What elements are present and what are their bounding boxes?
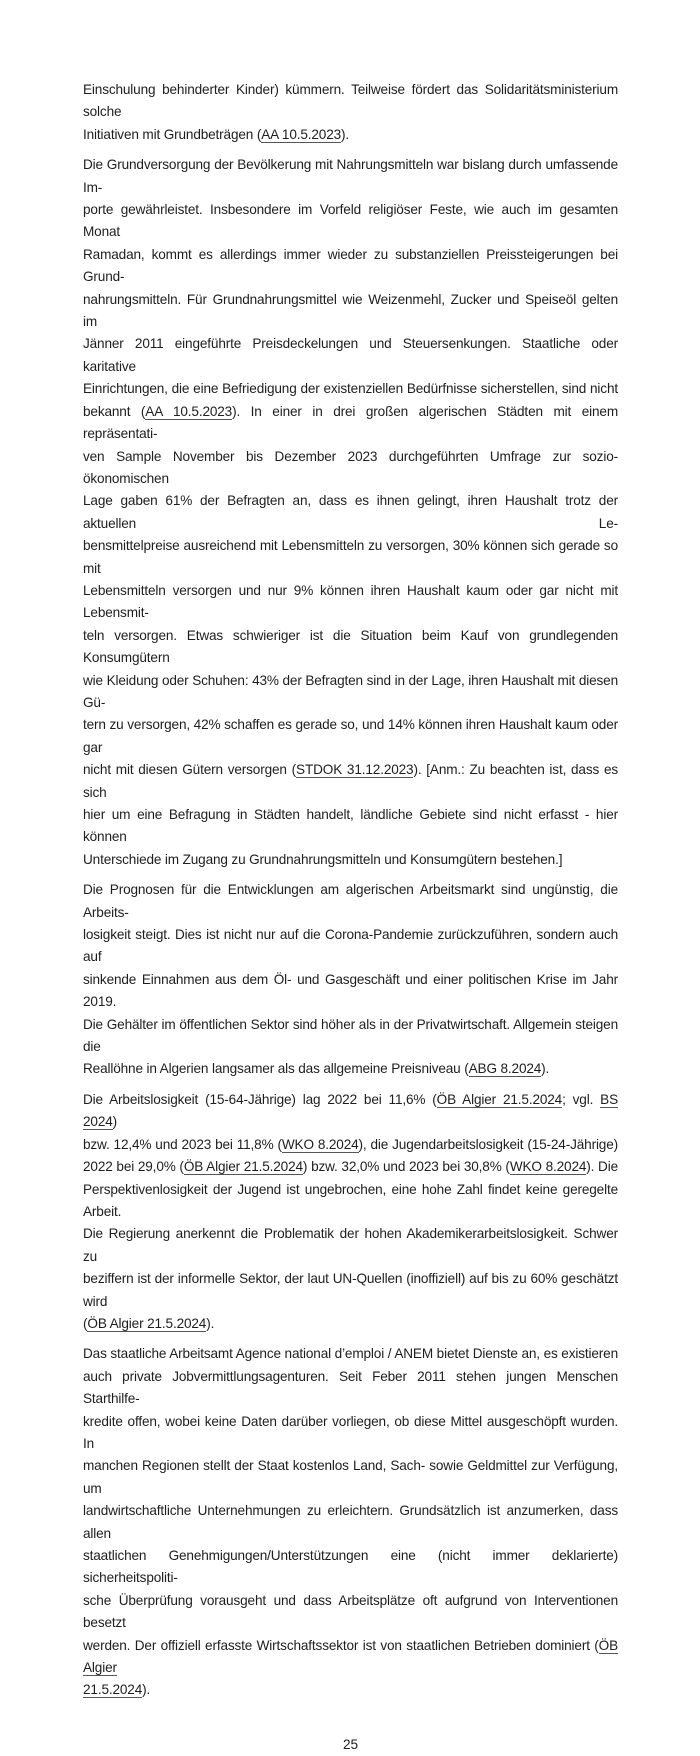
text-segment: Das staatliche Arbeitsamt Agence national d’emploi / ANEM bietet Dienste an, es existieren bbox=[83, 1346, 618, 1362]
text-line bbox=[83, 670, 618, 715]
source-reference-link[interactable]: ÖB Algier 21.5.2024 bbox=[183, 1159, 303, 1175]
text-line bbox=[83, 1366, 618, 1411]
text-segment: teln versorgen. Etwas schwieriger ist die Situation beim Kauf von grundlegenden Konsumgütern bbox=[83, 627, 618, 666]
text-line bbox=[83, 1223, 618, 1268]
text-segment: Jänner 2011 eingeführte Preisdeckelungen und Steuersenkungen. Staatliche oder karitative bbox=[83, 336, 618, 374]
text-line bbox=[83, 1455, 618, 1500]
text-segment: ), die Jugendarbeitslosigkeit (15-24-Jährige) bbox=[358, 1136, 619, 1152]
text-segment: ( bbox=[83, 1315, 88, 1331]
text-segment: kredite offen, wobei keine Daten darüber vorliegen, ob diese Mittel ausgeschöpft wurden. In bbox=[83, 1413, 618, 1451]
text-segment: nahrungsmitteln. Für Grundnahrungsmittel wie Weizenmehl, Zucker und Speiseöl gelten im bbox=[83, 291, 618, 330]
text-segment: Die Prognosen für die Entwicklungen am algerischen Arbeitsmarkt sind ungünstig, die Arbeits- bbox=[83, 882, 618, 920]
source-reference-link[interactable]: 21.5.2024 bbox=[83, 1682, 143, 1698]
text-segment: Die Arbeitslosigkeit (15-64-Jährige) lag 2022 bei 11,6% ( bbox=[83, 1091, 437, 1107]
text-segment: nicht mit diesen Gütern versorgen ( bbox=[83, 762, 297, 778]
text-segment: Einrichtungen, die eine Befriedigung der existenziellen Bedürfnisse sicherstellen, sind nicht bbox=[83, 381, 618, 397]
text-line bbox=[83, 1268, 618, 1313]
text-line bbox=[83, 535, 618, 580]
text-line bbox=[83, 759, 618, 804]
source-reference-link[interactable]: WKO 8.2024 bbox=[281, 1136, 359, 1152]
text-segment: bzw. 12,4% und 2023 bei 11,8% ( bbox=[83, 1136, 282, 1152]
text-segment: ). bbox=[541, 1061, 550, 1077]
text-segment: Die Gehälter im öffentlichen Sektor sind höher als in der Privatwirtschaft. Allgemein steigen die bbox=[83, 1016, 618, 1055]
text-segment: Ramadan, kommt es allerdings immer wieder zu substanziellen Preissteigerungen bei Grund- bbox=[83, 246, 618, 285]
text-line bbox=[83, 849, 618, 871]
text-line bbox=[83, 1014, 618, 1059]
text-line bbox=[83, 1679, 618, 1701]
text-segment: ). [Anm.: Zu beachten ist, dass es sich bbox=[83, 762, 619, 800]
text-segment: Einschulung behinderter Kinder) kümmern. Teilweise fördert das Solidaritätsministerium solche bbox=[83, 82, 618, 120]
text-line bbox=[83, 1058, 618, 1080]
paragraph bbox=[83, 154, 618, 871]
text-line bbox=[83, 924, 618, 969]
text-line bbox=[83, 333, 618, 378]
paragraph bbox=[83, 1089, 618, 1335]
text-line bbox=[83, 1411, 618, 1456]
source-reference-link[interactable]: AA 10.5.2023 bbox=[145, 403, 233, 419]
text-segment: porte gewährleistet. Insbesondere im Vorfeld religiöser Feste, wie auch im gesamten Monat bbox=[83, 202, 618, 240]
text-segment: Reallöhne in Algerien langsamer als das allgemeine Preisniveau ( bbox=[83, 1061, 469, 1077]
source-reference-link[interactable]: WKO 8.2024 bbox=[509, 1159, 587, 1175]
text-line bbox=[83, 1134, 618, 1156]
text-line bbox=[83, 1343, 618, 1365]
source-reference-link[interactable]: ÖB Algier bbox=[83, 1637, 618, 1676]
document-body bbox=[83, 79, 618, 1702]
text-segment: Initiativen mit Grundbeträgen ( bbox=[83, 126, 262, 142]
source-reference-link[interactable]: ABG 8.2024 bbox=[468, 1061, 542, 1077]
text-segment: tern zu versorgen, 42% schaffen es gerade so, und 14% können ihren Haushalt kaum oder gar bbox=[83, 717, 618, 755]
text-segment: bensmittelpreise ausreichend mit Lebensmitteln zu versorgen, 30% können sich gerade so mit bbox=[83, 538, 618, 576]
text-segment: sinkende Einnahmen aus dem Öl- und Gasgeschäft und einer politischen Krise im Jahr 2019. bbox=[83, 971, 618, 1010]
source-reference-link[interactable]: ÖB Algier 21.5.2024 bbox=[87, 1315, 207, 1331]
text-segment: Perspektivenlosigkeit der Jugend ist ungebrochen, eine hohe Zahl findet keine geregelte Arbeit. bbox=[83, 1181, 618, 1219]
text-line bbox=[83, 625, 618, 670]
text-line bbox=[83, 1156, 618, 1178]
text-segment: Unterschiede im Zugang zu Grundnahrungsmitteln und Konsumgütern bestehen.] bbox=[83, 851, 563, 867]
text-line bbox=[83, 1089, 618, 1134]
text-segment: ) bzw. 32,0% und 2023 bei 30,8% ( bbox=[302, 1159, 510, 1175]
source-reference-link[interactable]: AA 10.5.2023 bbox=[261, 126, 342, 142]
text-segment: ) bbox=[112, 1114, 118, 1130]
source-reference-link[interactable]: STDOK 31.12.2023 bbox=[296, 762, 414, 778]
text-line bbox=[83, 446, 618, 491]
text-segment: ). bbox=[341, 126, 350, 142]
text-line bbox=[83, 1635, 618, 1680]
text-segment: ; vgl. bbox=[562, 1091, 601, 1107]
text-segment: Die Regierung anerkennt die Problematik der hohen Akademikerarbeitslosigkeit. Schwer zu bbox=[83, 1226, 618, 1264]
text-line bbox=[83, 154, 618, 199]
text-segment: hier um eine Befragung in Städten handelt, ländliche Gebiete sind nicht erfasst - hier können bbox=[83, 807, 618, 845]
text-line bbox=[83, 969, 618, 1014]
paragraph bbox=[83, 879, 618, 1081]
text-line bbox=[83, 714, 618, 759]
text-line bbox=[83, 1179, 618, 1224]
text-line bbox=[83, 79, 618, 124]
text-segment: auch private Jobvermittlungsagenturen. Seit Feber 2011 stehen jungen Menschen Starthilfe- bbox=[83, 1368, 618, 1407]
text-segment: ). bbox=[142, 1682, 151, 1698]
text-line bbox=[83, 580, 618, 625]
text-segment: manchen Regionen stellt der Staat kostenlos Land, Sach- sowie Geldmittel zur Verfügung, um bbox=[83, 1458, 618, 1496]
text-line bbox=[83, 1590, 618, 1635]
text-line bbox=[83, 1313, 618, 1335]
text-line bbox=[83, 289, 618, 334]
text-segment: 2022 bei 29,0% ( bbox=[83, 1159, 184, 1175]
text-segment: bekannt ( bbox=[83, 403, 146, 419]
text-line bbox=[83, 490, 618, 535]
text-segment: werden. Der offiziell erfasste Wirtschaftssektor ist von staatlichen Betrieben dominiert ( bbox=[83, 1637, 599, 1653]
text-segment: ). In einer in drei großen algerischen Städten mit einem repräsentati- bbox=[83, 403, 618, 442]
text-line bbox=[83, 879, 618, 924]
text-segment: landwirtschaftliche Unternehmungen zu erleichtern. Grundsätzlich ist anzumerken, dass allen bbox=[83, 1503, 618, 1541]
text-segment: sche Überprüfung vorausgeht und dass Arbeitsplätze oft aufgrund von Interventionen besetzt bbox=[83, 1592, 618, 1631]
source-reference-link[interactable]: BS 2024 bbox=[83, 1091, 618, 1130]
text-line bbox=[83, 401, 618, 446]
text-segment: Die Grundversorgung der Bevölkerung mit Nahrungsmitteln war bislang durch umfassende Im- bbox=[83, 157, 618, 195]
text-segment: beziffern ist der informelle Sektor, der laut UN-Quellen (inoffiziell) auf bis zu 60% geschätzt wird bbox=[83, 1271, 618, 1309]
page-number: 25 bbox=[342, 1736, 359, 1752]
text-line bbox=[83, 124, 618, 146]
text-line bbox=[83, 244, 618, 289]
text-line bbox=[83, 804, 618, 849]
text-segment: ven Sample November bis Dezember 2023 durchgeführten Umfrage zur sozio-ökonomischen bbox=[83, 448, 618, 486]
text-segment: ). Die bbox=[586, 1159, 618, 1175]
text-segment: wie Kleidung oder Schuhen: 43% der Befragten sind in der Lage, ihren Haushalt mit diesen Gü- bbox=[83, 672, 618, 710]
text-segment: staatlichen Genehmigungen/Unterstützungen eine (nicht immer deklarierte) sicherheitspoliti- bbox=[83, 1548, 618, 1586]
text-line bbox=[83, 1545, 618, 1590]
text-segment: losigkeit steigt. Dies ist nicht nur auf die Corona-Pandemie zurückzuführen, sondern auch auf bbox=[83, 927, 618, 965]
text-line bbox=[83, 199, 618, 244]
paragraph bbox=[83, 79, 618, 146]
text-segment: ). bbox=[206, 1315, 215, 1331]
text-segment: Lage gaben 61% der Befragten an, dass es ihnen gelingt, ihren Haushalt trotz der aktuellen Le- bbox=[83, 493, 618, 531]
text-line bbox=[83, 1500, 618, 1545]
paragraph bbox=[83, 1343, 618, 1702]
source-reference-link[interactable]: ÖB Algier 21.5.2024 bbox=[436, 1091, 563, 1107]
text-segment: Lebensmitteln versorgen und nur 9% können ihren Haushalt kaum oder gar nicht mit Lebensmit- bbox=[83, 582, 618, 621]
text-line bbox=[83, 378, 618, 400]
